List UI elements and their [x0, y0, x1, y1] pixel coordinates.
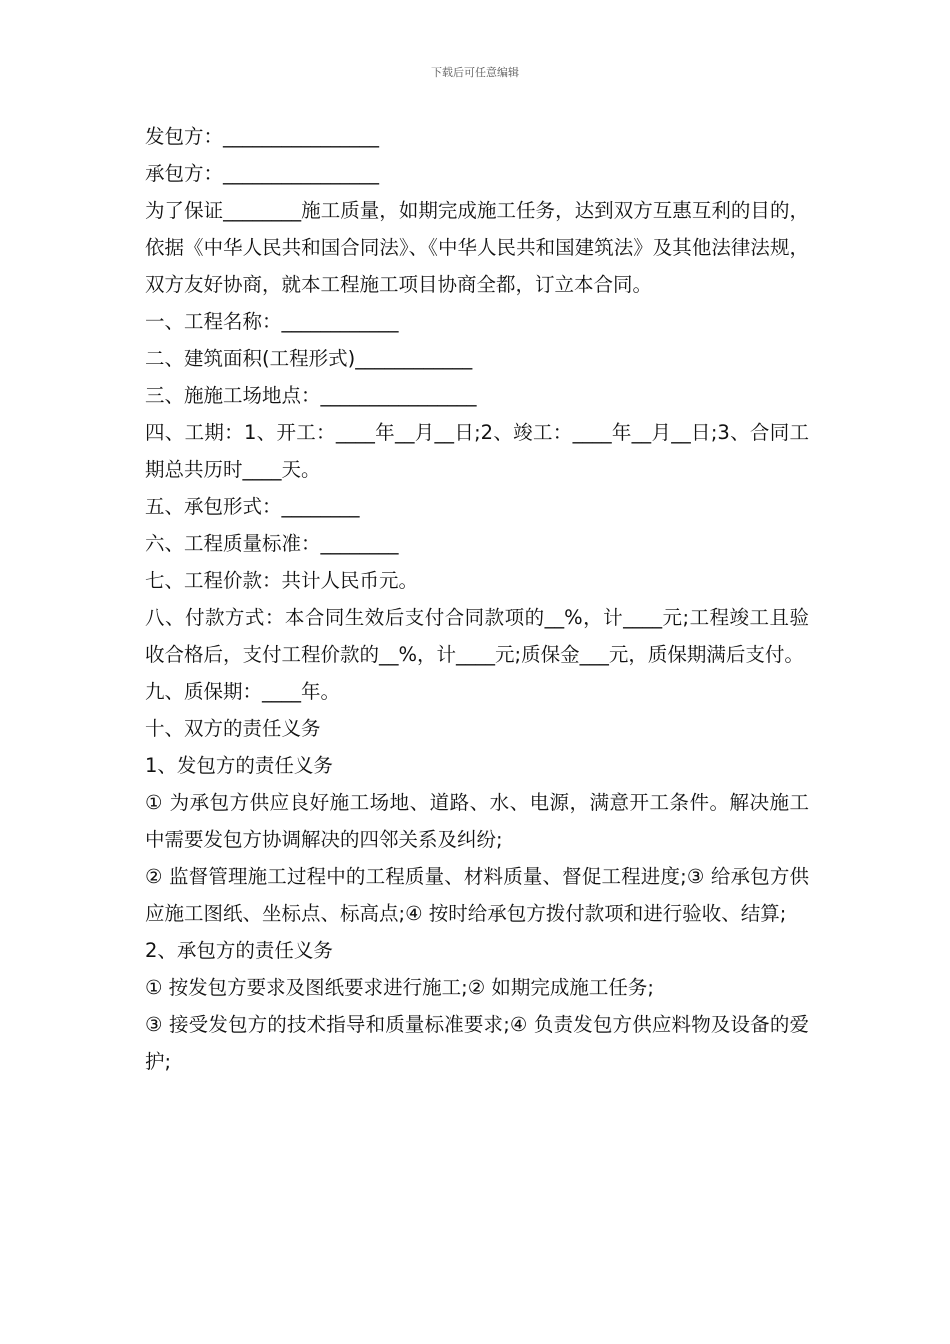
paragraph-project-name: 一、工程名称：____________: [145, 310, 399, 333]
paragraph-duration: 四、工期：1、开工：____年__月__日;2、竣工：____年__月__日;3、合同工期总共历时____天。: [145, 421, 809, 481]
paragraph-site-location: 三、施施工场地点：________________: [145, 384, 477, 407]
paragraph-contractor-obligation-1: ① 按发包方要求及图纸要求进行施工;② 如期完成施工任务;: [145, 976, 654, 999]
paragraph-employer: 发包方：________________: [145, 125, 380, 148]
paragraph-payment: 八、付款方式：本合同生效后支付合同款项的__%，计____元;工程竣工且验收合格后，支付工程价款的__%，计____元;质保金___元，质保期满后支付。: [145, 606, 809, 666]
paragraph-warranty: 九、质保期：____年。: [145, 680, 341, 703]
paragraph-contractor-obligations-heading: 2、承包方的责任义务: [145, 939, 333, 962]
page-header: 下载后可任意编辑: [431, 66, 519, 79]
paragraph-quality-standard: 六、工程质量标准：________: [145, 532, 399, 555]
paragraph-contract-form: 五、承包形式：________: [145, 495, 360, 518]
paragraph-contractor: 承包方：________________: [145, 162, 380, 185]
paragraph-obligations-heading: 十、双方的责任义务: [145, 717, 321, 740]
contract-body: [145, 118, 809, 1080]
paragraph-employer-obligations-heading: 1、发包方的责任义务: [145, 754, 333, 777]
paragraph-price: 七、工程价款：共计人民币元。: [145, 569, 419, 592]
paragraph-employer-obligation-2: ② 监督管理施工过程中的工程质量、材料质量、督促工程进度;③ 给承包方供应施工图纸、坐标点、标高点;④ 按时给承包方拨付款项和进行验收、结算;: [145, 865, 809, 925]
paragraph-contractor-obligation-2: ③ 接受发包方的技术指导和质量标准要求;④ 负责发包方供应料物及设备的爱护;: [145, 1013, 809, 1073]
paragraph-employer-obligation-1: ① 为承包方供应良好施工场地、道路、水、电源，满意开工条件。解决施工中需要发包方协调解决的四邻关系及纠纷;: [145, 791, 809, 851]
paragraph-preamble: 为了保证________施工质量，如期完成施工任务，达到双方互惠互利的目的，依据《中华人民共和国合同法》、《中华人民共和国建筑法》及其他法律法规，双方友好协商，就本工程施工项目协商全都，订立本合同。: [145, 199, 809, 296]
paragraph-building-area: 二、建筑面积(工程形式)____________: [145, 347, 473, 370]
